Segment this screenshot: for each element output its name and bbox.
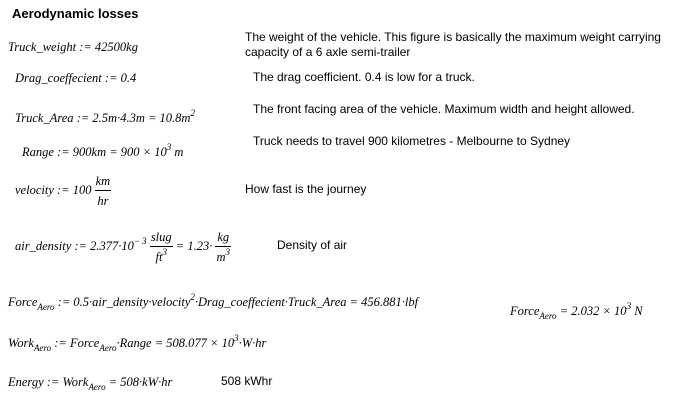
truck-weight-equation[interactable]: [8, 41, 138, 54]
air-density-coefficient: 2.377·10: [90, 238, 134, 253]
truck-weight-note: The weight of the vehicle. This figure is basically the maximum weight carrying capacity of a 6 axle semi-trailer: [245, 30, 661, 59]
air-density-exponent: − 3: [133, 235, 147, 246]
velocity-unit-fraction: [95, 175, 112, 207]
energy-note: 508 kWhr: [221, 374, 273, 388]
velocity-lhs: velocity: [15, 182, 54, 197]
imperial-unit-denominator: [150, 247, 173, 264]
air-density-equation[interactable]: [15, 231, 231, 263]
energy-work-subscript: Aero: [88, 382, 106, 392]
force-alt-exponent: 3: [626, 301, 632, 311]
drag-coefficient-lhs: Drag_coeffecient: [15, 71, 102, 85]
definition-operator: :=: [54, 336, 67, 350]
force-lhs-subscript: Aero: [37, 302, 55, 312]
metric-unit-numerator: kg: [217, 230, 230, 244]
energy-value: = 508·kW·hr: [108, 375, 173, 389]
definition-operator: :=: [79, 40, 92, 54]
velocity-unit-denominator: hr: [97, 193, 109, 208]
velocity-unit-numerator: km: [95, 174, 111, 188]
imperial-unit-numerator: slug: [150, 230, 172, 244]
metric-unit-base: m: [216, 249, 226, 264]
page-title: Aerodynamic losses: [12, 6, 139, 21]
force-aero-newtons[interactable]: [510, 301, 643, 321]
definition-operator: :=: [57, 145, 70, 159]
definition-operator: :=: [74, 238, 87, 253]
range-lhs: Range: [22, 145, 54, 159]
work-lhs: Work: [8, 336, 34, 350]
air-density-lhs: air_density: [15, 238, 72, 253]
air-density-note: Density of air: [277, 238, 348, 252]
truck-area-note: The front facing area of the vehicle. Maximum width and height allowed.: [253, 102, 635, 116]
work-rhs: ·Range = 508.077 × 10: [116, 336, 235, 350]
force-alt-unit: N: [634, 304, 643, 318]
force-rhs-part2: ·Drag_coeffecient·Truck_Area = 456.881·lbf: [194, 295, 419, 309]
truck-area-lhs: Truck_Area: [15, 111, 74, 125]
truck-area-value: 2.5m·4.3m = 10.8m: [92, 111, 191, 125]
velocity-value: 100: [72, 182, 92, 197]
truck-weight-value: 42500kg: [94, 40, 138, 54]
range-note: Truck needs to travel 900 kilometres - Melbourne to Sydney: [253, 134, 571, 148]
force-alt-subscript: Aero: [539, 311, 557, 321]
air-density-result: = 1.23·: [175, 238, 213, 253]
definition-operator: :=: [46, 375, 60, 389]
work-unit: ·W·hr: [238, 336, 267, 350]
definition-operator: :=: [104, 71, 118, 85]
range-value: 900km = 900 × 10: [72, 145, 167, 159]
velocity-note: How fast is the journey: [245, 182, 367, 196]
truck-area-equation[interactable]: [15, 108, 195, 125]
energy-lhs: Energy: [8, 375, 44, 389]
work-force-term: Force: [69, 336, 100, 350]
force-lhs: Force: [8, 295, 38, 309]
work-aero-equation[interactable]: [8, 333, 267, 353]
definition-operator: :=: [57, 295, 71, 309]
area-exponent: 2: [190, 108, 195, 118]
velocity-equation[interactable]: [15, 175, 111, 207]
velocity-exponent: 2: [190, 292, 195, 302]
force-aero-equation[interactable]: [8, 292, 419, 312]
work-lhs-subscript: Aero: [33, 343, 52, 353]
range-unit: m: [174, 145, 184, 159]
force-rhs-part1: 0.5·air_density·velocity: [73, 295, 191, 309]
metric-unit-fraction: [215, 231, 231, 263]
range-exponent: 3: [166, 142, 172, 152]
energy-equation[interactable]: [8, 375, 173, 392]
work-force-subscript: Aero: [99, 343, 117, 353]
metric-unit-denominator: [215, 247, 231, 264]
imperial-unit-fraction: [150, 231, 173, 263]
imperial-unit-exponent: 3: [162, 246, 167, 257]
imperial-unit-base: ft: [155, 249, 163, 264]
definition-operator: :=: [76, 111, 90, 125]
metric-unit-exponent: 3: [225, 246, 230, 257]
range-equation[interactable]: [22, 142, 184, 159]
definition-operator: :=: [57, 182, 70, 197]
truck-weight-lhs: Truck_weight: [8, 40, 77, 54]
work-exponent: 3: [234, 333, 239, 343]
drag-coefficient-equation[interactable]: [15, 72, 136, 85]
drag-coefficient-note: The drag coefficient. 0.4 is low for a truck.: [253, 70, 475, 84]
force-alt-lhs: Force: [510, 304, 540, 318]
energy-work-term: Work: [62, 375, 89, 389]
drag-coefficient-value: 0.4: [120, 71, 137, 85]
force-alt-value: = 2.032 × 10: [559, 304, 627, 318]
